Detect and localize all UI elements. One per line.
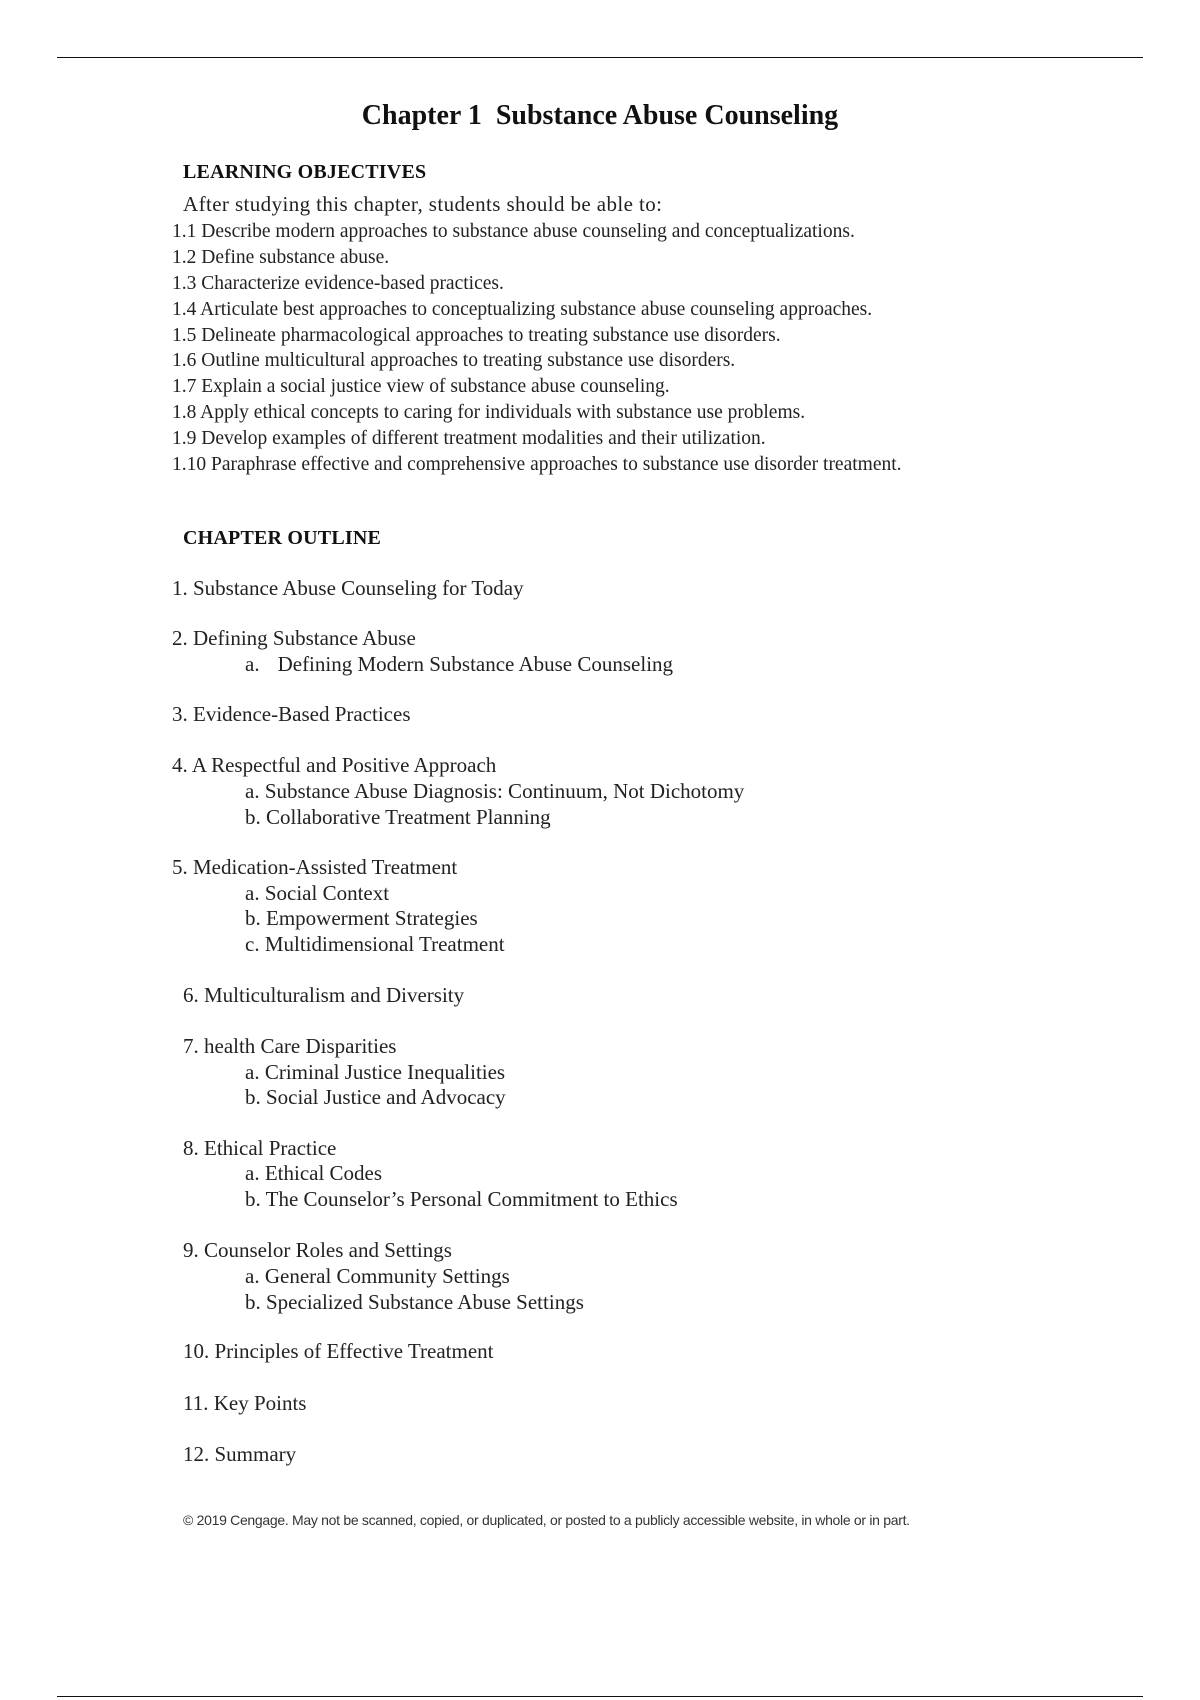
objective-item: 1.3 Characterize evidence-based practices. xyxy=(172,272,504,294)
outline-section-1: 1. Substance Abuse Counseling for Today xyxy=(172,576,524,600)
outline-sub-text: Multidimensional Treatment xyxy=(264,932,505,956)
outline-sub-text: Defining Modern Substance Abuse Counseling xyxy=(277,652,674,676)
outline-section-4: 4. A Respectful and Positive Approach xyxy=(172,753,497,777)
objective-item: 1.8 Apply ethical concepts to caring for individuals with substance use problems. xyxy=(172,402,806,424)
outline-sub-marker: a. xyxy=(245,652,260,676)
outline-sub-marker: b. xyxy=(245,805,261,829)
outline-section-5: 5. Medication-Assisted Treatment xyxy=(172,855,458,879)
outline-sub-text: Substance Abuse Diagnosis: Continuum, Not Dichotomy xyxy=(264,779,745,803)
outline-sub-text: Social Justice and Advocacy xyxy=(266,1085,506,1109)
objective-item: 1.10 Paraphrase effective and comprehensive approaches to substance use disorder treatment. xyxy=(172,454,902,476)
outline-sub-marker: b. xyxy=(245,906,261,930)
outline-section-10: 10. Principles of Effective Treatment xyxy=(183,1339,494,1363)
outline-sub-text: Social Context xyxy=(264,881,390,905)
outline-sub-marker: b. xyxy=(245,1085,261,1109)
outline-section-7: 7. health Care Disparities xyxy=(183,1034,397,1058)
outline-sub-marker: c. xyxy=(245,932,260,956)
outline-section-2: 2. Defining Substance Abuse xyxy=(172,626,416,650)
bottom-rule xyxy=(57,1696,1143,1697)
outline-sub-marker: a. xyxy=(245,881,260,905)
chapter-number: Chapter 1 xyxy=(361,100,482,131)
objective-item: 1.1 Describe modern approaches to substance abuse counseling and conceptualizations. xyxy=(172,221,855,242)
learning-objectives-list xyxy=(172,219,902,478)
outline-section-11: 11. Key Points xyxy=(183,1391,307,1415)
objective-item: 1.5 Delineate pharmacological approaches to treating substance use disorders. xyxy=(172,324,781,346)
outline-section-9: 9. Counselor Roles and Settings xyxy=(183,1238,452,1262)
outline-sub-marker: a. xyxy=(245,1264,260,1288)
outline-subsection xyxy=(245,805,551,830)
outline-sub-marker: b. xyxy=(245,1187,261,1211)
outline-sub-marker: a. xyxy=(245,1060,260,1084)
outline-sub-text: Collaborative Treatment Planning xyxy=(266,805,551,829)
outline-subsection xyxy=(245,1085,506,1110)
outline-section-6: 6. Multiculturalism and Diversity xyxy=(183,983,465,1007)
outline-sub-text: Specialized Substance Abuse Settings xyxy=(266,1290,584,1314)
outline-subsection xyxy=(245,652,673,677)
outline-subsection xyxy=(245,906,478,931)
outline-sub-marker: a. xyxy=(245,1161,260,1185)
outline-subsection xyxy=(245,1187,678,1212)
outline-sub-marker: b. xyxy=(245,1290,261,1314)
outline-sub-marker: a. xyxy=(245,779,260,803)
outline-subsection xyxy=(245,1264,510,1289)
outline-subsection xyxy=(245,779,744,804)
outline-subsection xyxy=(245,1060,505,1085)
copyright-footer: © 2019 Cengage. May not be scanned, copied, or duplicated, or posted to a publicly accessible website, in whole or in part. xyxy=(183,1512,910,1528)
chapter-outline-heading: CHAPTER OUTLINE xyxy=(183,527,382,549)
outline-sub-text: Empowerment Strategies xyxy=(266,906,478,930)
top-rule xyxy=(57,57,1143,58)
outline-sub-text: General Community Settings xyxy=(264,1264,510,1288)
learning-objectives-heading: LEARNING OBJECTIVES xyxy=(183,161,427,183)
outline-section-12: 12. Summary xyxy=(183,1442,297,1466)
outline-sub-text: Ethical Codes xyxy=(264,1161,383,1185)
chapter-name: Substance Abuse Counseling xyxy=(495,100,839,131)
objective-item: 1.2 Define substance abuse. xyxy=(172,246,390,268)
objective-item: 1.6 Outline multicultural approaches to treating substance use disorders. xyxy=(172,350,736,372)
objective-item: 1.7 Explain a social justice view of substance abuse counseling. xyxy=(172,376,670,398)
outline-section-3: 3. Evidence-Based Practices xyxy=(172,702,411,726)
outline-subsection xyxy=(245,881,389,906)
objective-item: 1.4 Articulate best approaches to conceptualizing substance abuse counseling approaches. xyxy=(172,298,873,320)
outline-sub-text: Criminal Justice Inequalities xyxy=(264,1060,506,1084)
outline-subsection xyxy=(245,932,505,957)
learning-objectives-intro: After studying this chapter, students should be able to: xyxy=(183,192,663,216)
objective-item: 1.9 Develop examples of different treatment modalities and their utilization. xyxy=(172,428,766,450)
outline-subsection xyxy=(245,1161,382,1186)
outline-sub-text: The Counselor’s Personal Commitment to Ethics xyxy=(265,1187,678,1211)
outline-subsection xyxy=(245,1290,584,1315)
chapter-title xyxy=(0,100,1200,132)
outline-section-8: 8. Ethical Practice xyxy=(183,1136,337,1160)
